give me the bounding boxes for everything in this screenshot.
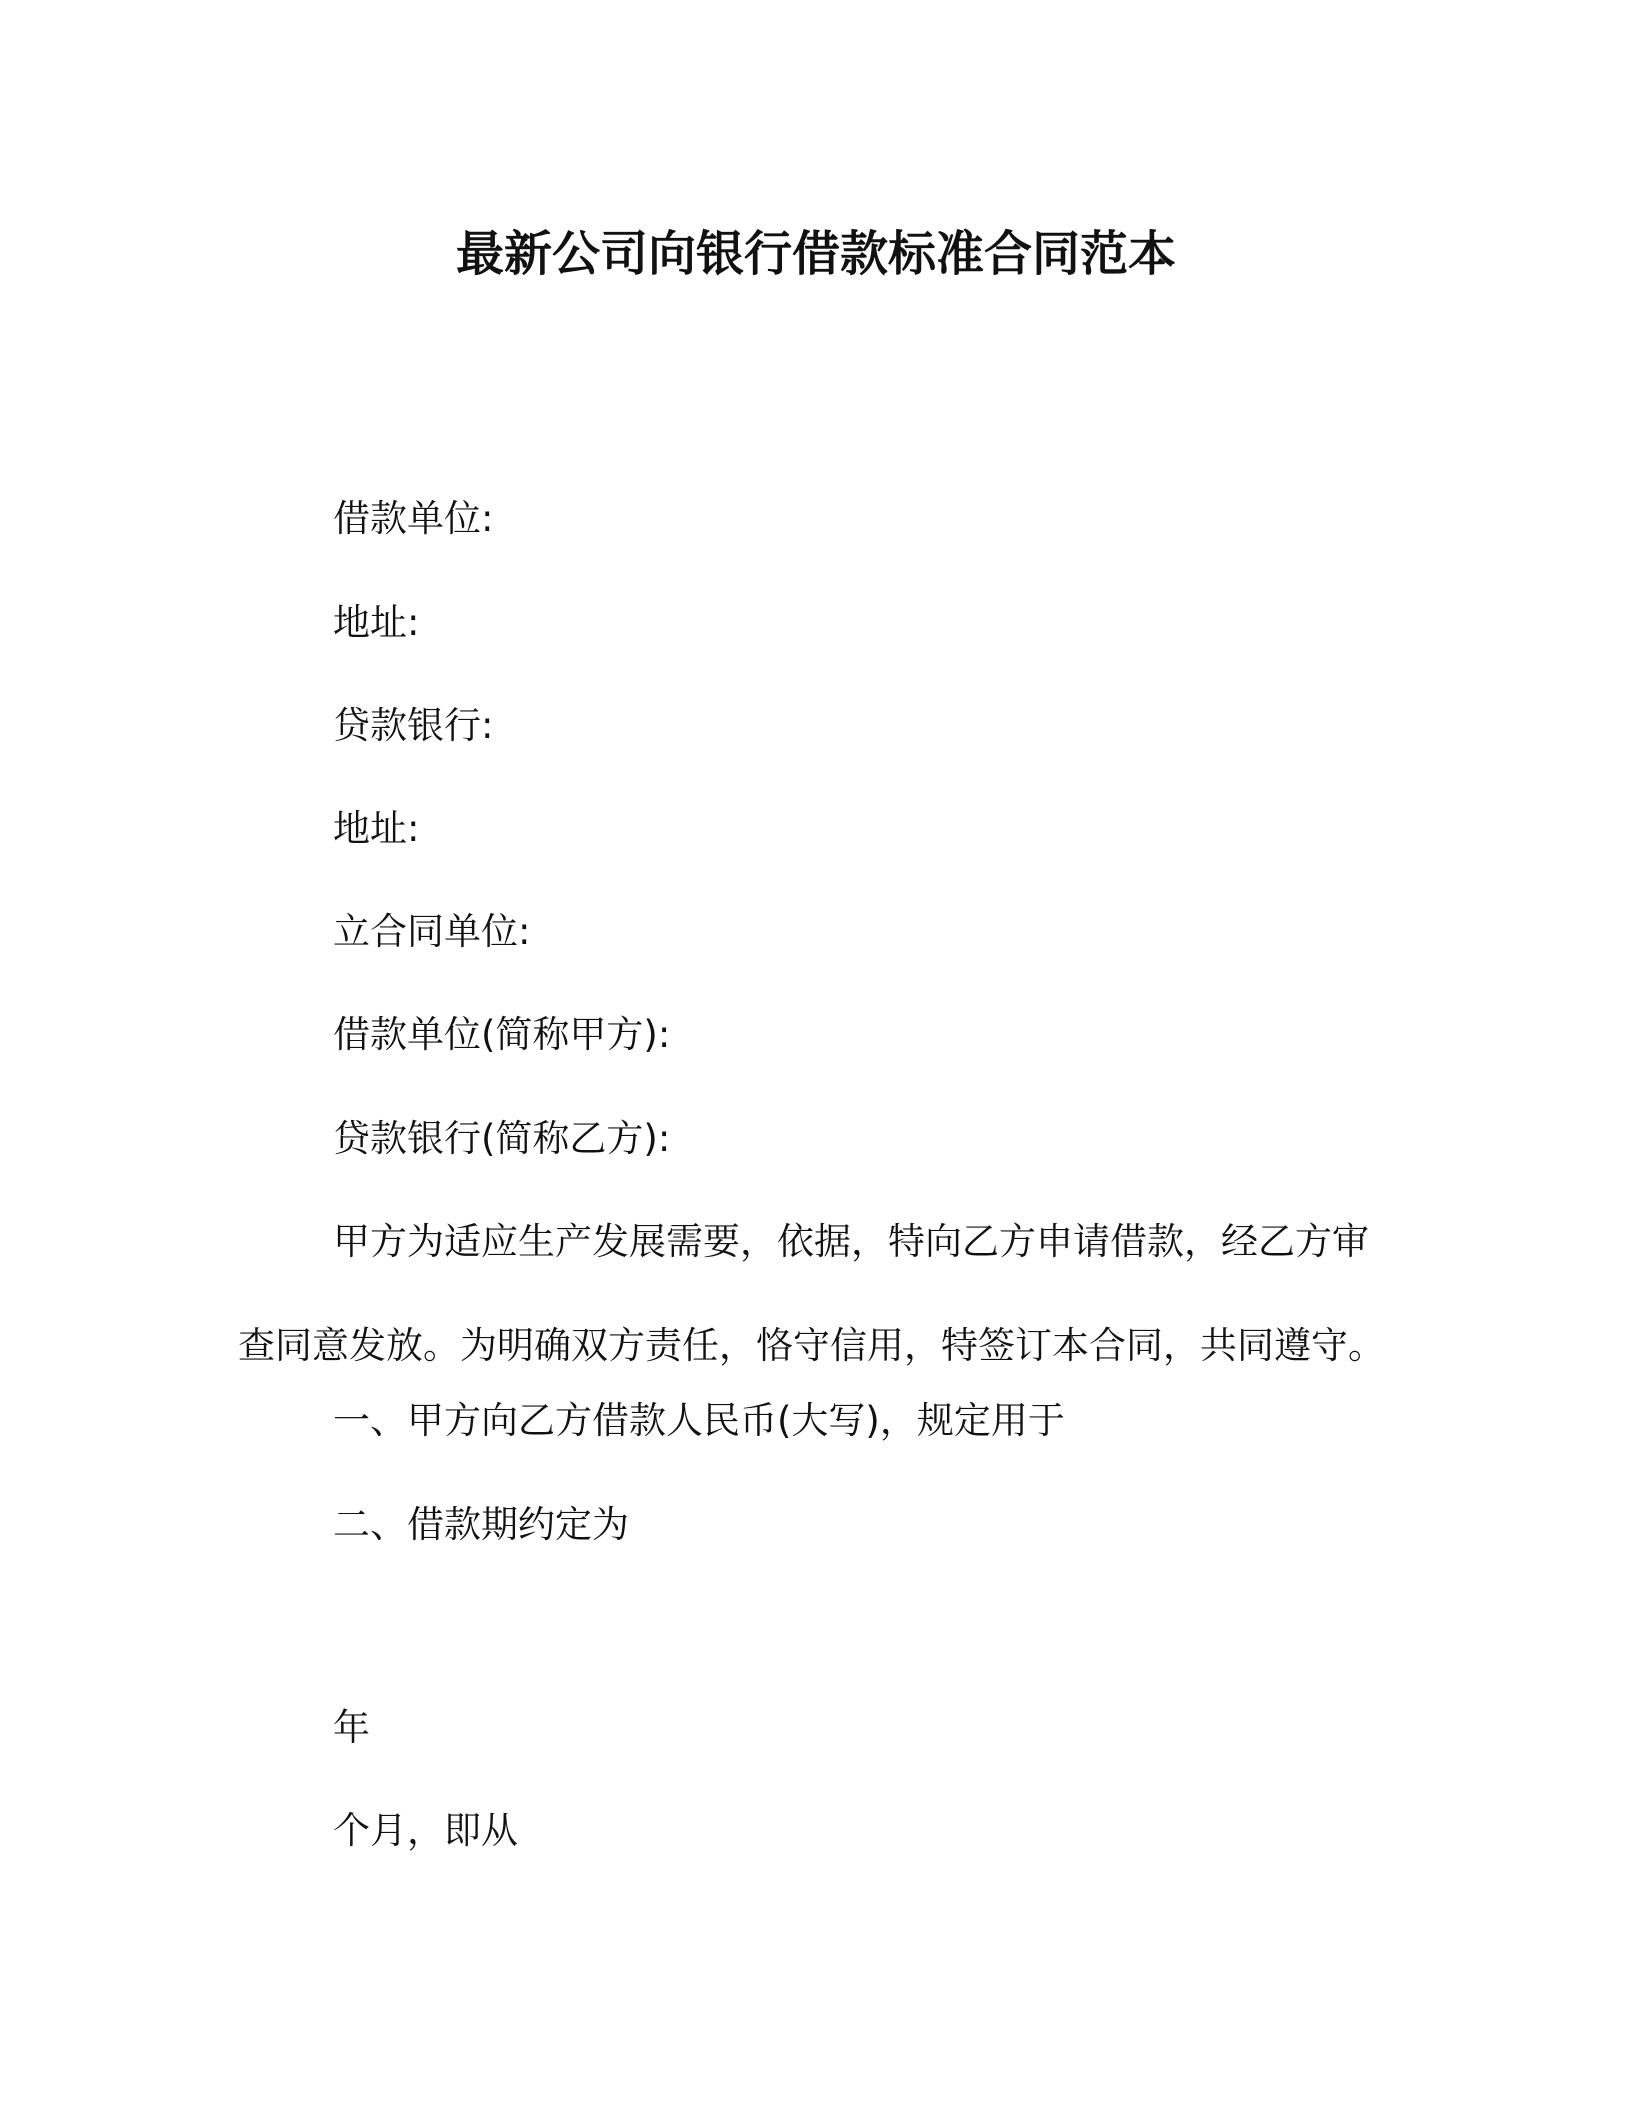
- field-party-b: 贷款银行(简称乙方):: [333, 1117, 671, 1160]
- clause-months: 个月，即从: [333, 1809, 518, 1852]
- clause-year: 年: [333, 1706, 370, 1749]
- field-lender: 贷款银行:: [333, 704, 494, 747]
- intro-paragraph: [238, 1219, 1385, 1369]
- field-contract-parties: 立合同单位:: [333, 910, 531, 953]
- field-lender-address: 地址:: [333, 807, 420, 850]
- clause-1: 一、甲方向乙方借款人民币(大写)，规定用于: [333, 1399, 1065, 1442]
- intro-line-2: 查同意发放。为明确双方责任，恪守信用，特签订本合同，共同遵守。: [238, 1324, 1385, 1367]
- clause-2: 二、借款期约定为: [333, 1503, 629, 1546]
- field-borrower: 借款单位:: [333, 497, 494, 540]
- field-party-a: 借款单位(简称甲方):: [333, 1013, 671, 1056]
- field-borrower-address: 地址:: [333, 601, 420, 644]
- document-title: 最新公司向银行借款标准合同范本: [455, 226, 1176, 282]
- intro-line-1: 甲方为适应生产发展需要，依据，特向乙方申请借款，经乙方审: [333, 1220, 1369, 1263]
